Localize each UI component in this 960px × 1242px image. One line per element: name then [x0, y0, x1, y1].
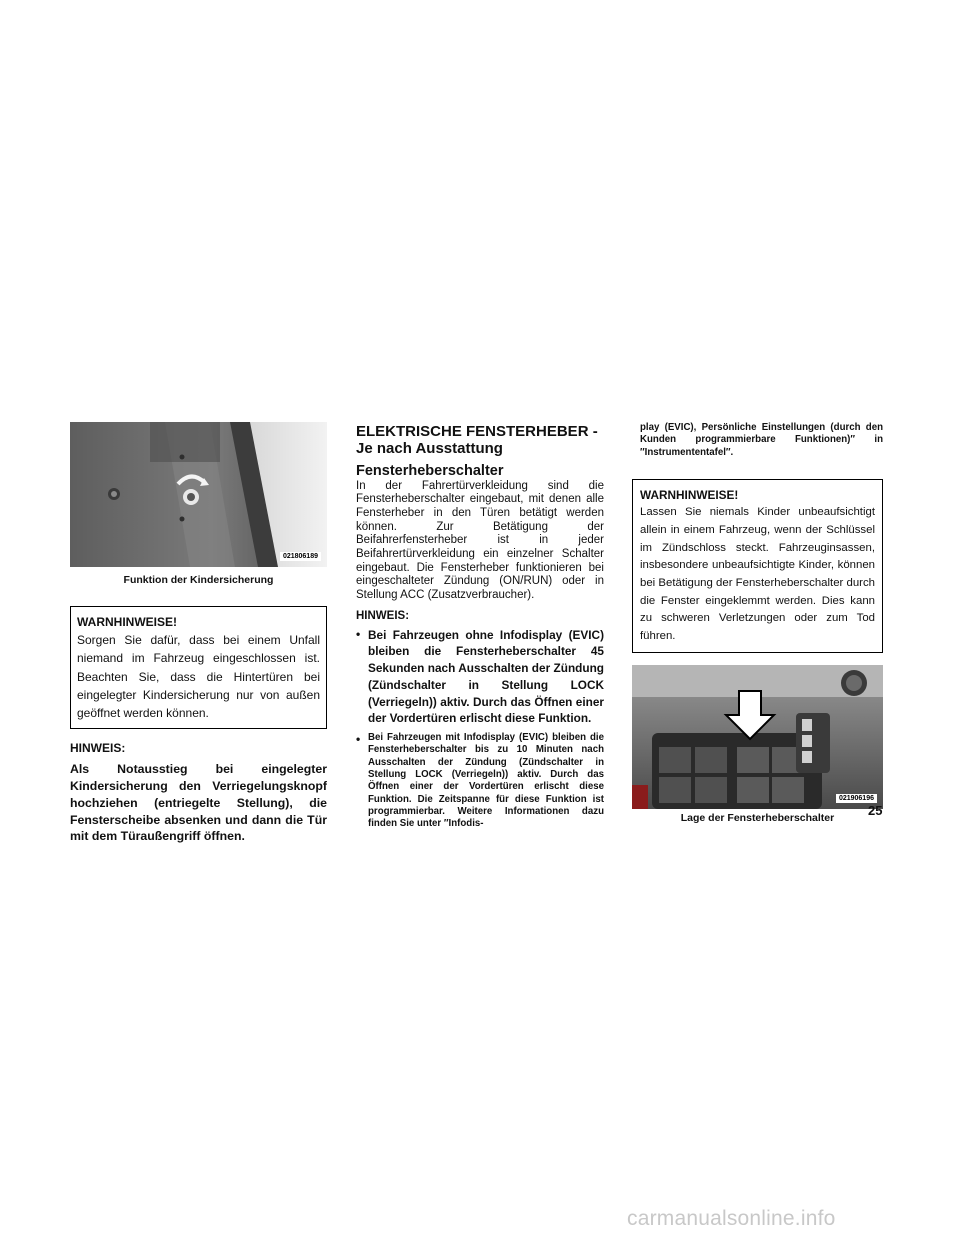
- watermark-text: carmanualsonline.info: [627, 1207, 836, 1230]
- bullet-dot: •: [356, 626, 361, 641]
- figure-caption: Funktion der Kindersicherung: [123, 574, 274, 586]
- right-column: [632, 422, 883, 824]
- note-text: Als Notausstieg bei eingelegter Kindersicherung den Verriegelungsknopf hochziehen (entriegelte Stellung), die Fensterscheibe absenken und dann die Tür mit dem Türaußengriff öffnen.: [70, 762, 327, 844]
- warning-title: WARNHINWEISE!: [640, 487, 739, 502]
- section-subheading: Fensterheberschalter: [356, 462, 504, 479]
- note-title: HINWEIS:: [356, 609, 410, 622]
- page-number: 25: [868, 803, 883, 818]
- warning-box: [70, 606, 327, 729]
- child-lock-illustration: [70, 422, 327, 567]
- bullet-dot: •: [356, 732, 361, 747]
- bullet-continuation: play (EVIC), Persönliche Einstellungen (durch den Kunden programmierbare Funktionen)″ in ″Instrumententafel″.: [640, 422, 883, 458]
- left-column: [70, 422, 327, 845]
- middle-column: [356, 422, 604, 831]
- window-switch-photo: [632, 665, 883, 809]
- body-paragraph: In der Fahrertürverkleidung sind die Fensterheberschalter eingebaut, mit denen alle Fensterheber in den Türen betätigt werden können. Zur Betätigung der Beifahrerfensterheber ist in jeder Beifahrertürverkleidung ein einzelner Schalter eingebaut. Die Fensterheber funktionieren bei eingeschalteter Zündung (ON/RUN) oder in Stellung ACC (Zusatzverbraucher).: [356, 479, 604, 601]
- bullet-text: Bei Fahrzeugen mit Infodisplay (EVIC) bleiben die Fensterheberschalter bis zu 10 Minuten nach Ausschalten der Zündung (Zündschalter in Stellung LOCK (Verriegeln)) aktiv. Durch das Öffnen einer der Vordertüren erlischt diese Funktion. Die Zeitspanne für diese Funktion ist programmierbar. Weitere Informationen dazu finden Sie unter ″Infodis-: [368, 732, 604, 830]
- warning-box: [632, 479, 883, 653]
- note-title: HINWEIS:: [70, 741, 126, 756]
- child-lock-photo: [70, 422, 327, 567]
- bullet-text: Bei Fahrzeugen ohne Infodisplay (EVIC) bleiben die Fensterheberschalter 45 Sekunden nach Ausschalten der Zündung (Zündschalter in Stellung LOCK (Verriegeln)) aktiv. Durch das Öffnen einer der Vordertüren erlischt diese Funktion.: [368, 627, 604, 726]
- warning-text: Lassen Sie niemals Kinder unbeaufsichtigt allein in einem Fahrzeug, wenn der Schlüssel im Zündschloss steckt. Fahrzeuginsassen, insbesondere unbeaufsichtigte Kinder, können bei Betätigung der Fensterheberschalter durch die Fenster eingeklemmt werden. Dies kann zu schweren Verletzungen oder zum Tod führen.: [640, 506, 875, 642]
- warning-text: Sorgen Sie dafür, dass bei einem Unfall niemand im Fahrzeug eingeschlossen ist. Beachten Sie, dass die Hintertüren bei eingelegter Kindersicherung nur von außen geöffnet werden können.: [77, 633, 320, 721]
- section-heading: ELEKTRISCHE FENSTERHEBER - Je nach Ausstattung: [356, 423, 598, 457]
- photo-id-label: 021806189: [280, 552, 321, 561]
- window-switch-illustration: [632, 665, 883, 809]
- bullet-item: [356, 732, 604, 831]
- warning-title: WARNHINWEISE!: [77, 615, 177, 629]
- bullet-item: [356, 627, 604, 728]
- photo-id-label: 021906196: [836, 794, 877, 803]
- figure-caption: Lage der Fensterheberschalter: [680, 811, 835, 824]
